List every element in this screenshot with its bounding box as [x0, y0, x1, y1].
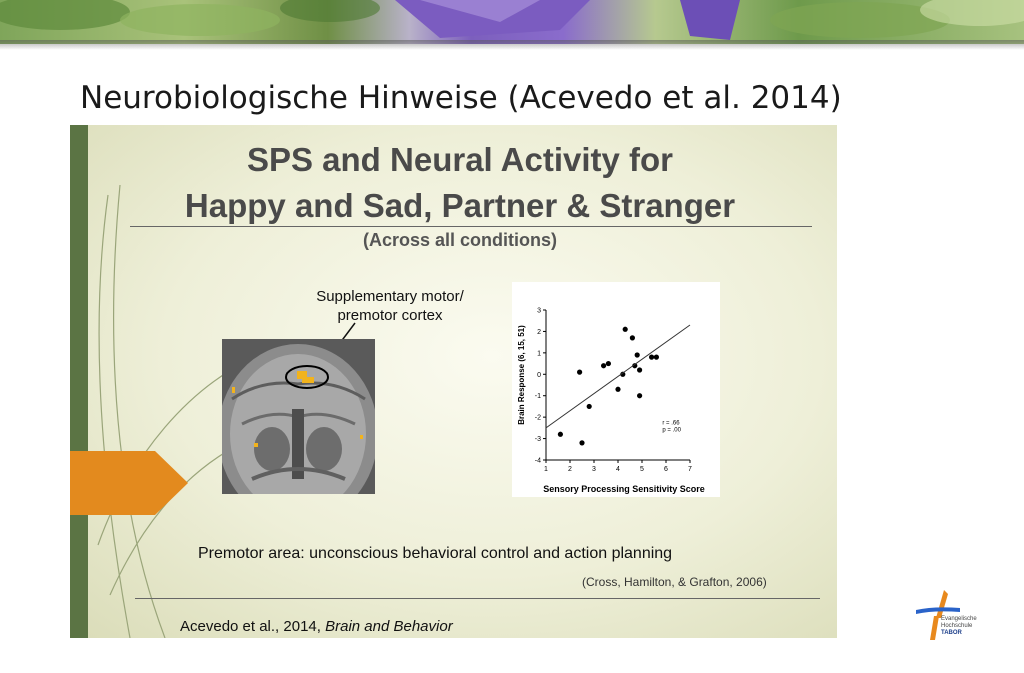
logo-line-3: TABOR: [941, 630, 962, 636]
embedded-slide: [70, 125, 837, 638]
acevedo-citation: [180, 618, 453, 635]
y-tick-label: 2: [537, 328, 541, 336]
orange-arrow-shape: [70, 451, 190, 515]
y-axis-label: Brain Response (6, 15, 51): [517, 325, 526, 425]
bottom-divider: [135, 598, 820, 599]
x-axis-label: Sensory Processing Sensitivity Score: [543, 484, 705, 494]
y-tick-label: 3: [537, 307, 541, 315]
data-point: [579, 440, 584, 445]
data-point: [615, 387, 620, 392]
x-tick-label: 6: [664, 466, 668, 473]
data-point: [601, 363, 606, 368]
data-points: [558, 327, 659, 446]
y-tick-label: 1: [537, 350, 541, 358]
x-tick-label: 5: [640, 466, 644, 473]
x-tick-label: 1: [544, 466, 548, 473]
data-point: [637, 367, 642, 372]
inner-title-line-1: SPS and Neural Activity for: [246, 141, 674, 178]
x-tick-labels: [544, 460, 692, 473]
citation-authors: Acevedo et al., 2014,: [180, 618, 326, 635]
header-banner: [0, 0, 1024, 44]
y-tick-label: -3: [534, 436, 541, 444]
brain-mri-image: [222, 339, 375, 494]
data-point: [630, 335, 635, 340]
data-point: [623, 327, 628, 332]
brain-label-line-2: premotor cortex: [337, 307, 443, 324]
regression-line: [546, 325, 690, 428]
logo-text: [941, 616, 977, 637]
annotation-p-value: p = .00: [662, 427, 681, 434]
x-tick-label: 7: [688, 466, 692, 473]
scatter-chart: [512, 282, 720, 497]
inner-title-line-2: Happy and Sad, Partner & Stranger: [184, 187, 736, 224]
cross-citation: (Cross, Hamilton, & Grafton, 2006): [582, 575, 767, 589]
data-point: [654, 355, 659, 360]
brain-label-line-1: Supplementary motor/: [316, 288, 464, 305]
citation-journal: Brain and Behavior: [325, 618, 453, 635]
data-point: [587, 404, 592, 409]
flower-photo: [0, 0, 1024, 44]
x-tick-label: 2: [568, 466, 572, 473]
data-point: [558, 432, 563, 437]
premotor-description: Premotor area: unconscious behavioral control and action planning: [198, 545, 673, 562]
logo-line-2: Hochschule: [941, 623, 973, 629]
logo-line-1: Evangelische: [941, 616, 977, 622]
y-tick-label: -1: [534, 393, 541, 401]
data-point: [649, 355, 654, 360]
banner-shadow: [0, 40, 1024, 50]
x-tick-label: 3: [592, 466, 596, 473]
scatter-chart-panel: [512, 282, 720, 497]
y-tick-labels: [535, 308, 546, 465]
y-tick-label: 0: [537, 371, 541, 379]
y-tick-label: -4: [534, 457, 541, 465]
slide-title: Neurobiologische Hinweise (Acevedo et al. 2014): [80, 80, 842, 116]
data-point: [637, 393, 642, 398]
annotation-r-value: r = .66: [662, 420, 680, 427]
y-tick-label: -2: [534, 414, 541, 422]
x-tick-label: 4: [616, 466, 620, 473]
inner-subtitle: (Across all conditions): [362, 230, 558, 250]
data-point: [606, 361, 611, 366]
data-point: [577, 370, 582, 375]
data-point: [635, 352, 640, 357]
